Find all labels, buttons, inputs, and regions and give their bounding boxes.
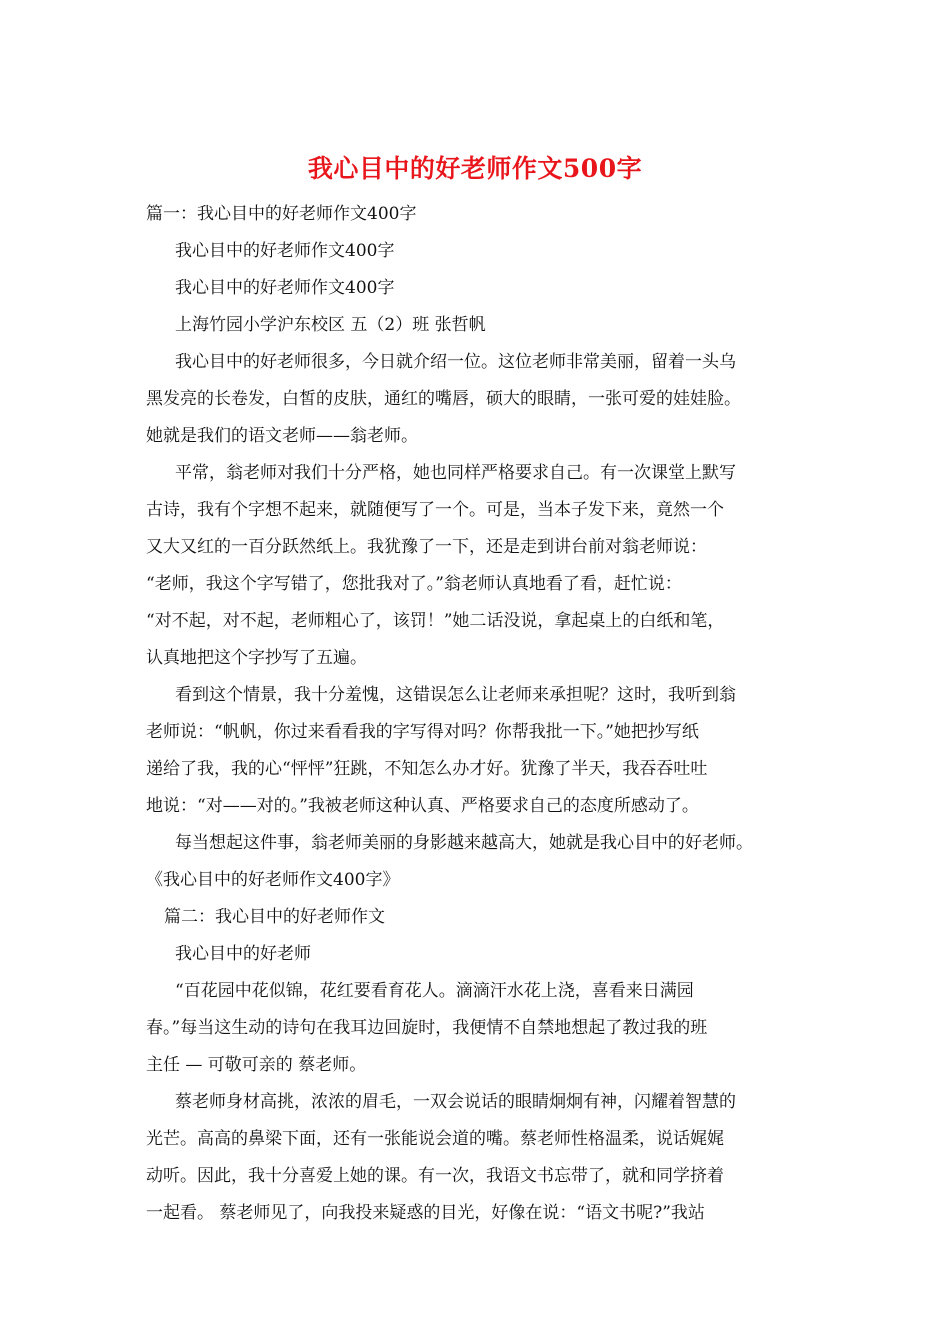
text-line: “老师，我这个字写错了，您批我对了。”翁老师认真地看了看，赶忙说： [146, 574, 682, 594]
text-line: 老师说：“帆帆，你过来看看我的字写得对吗？你帮我批一下。”她把抄写纸 [146, 722, 699, 742]
text-line: 我心目中的好老师很多，今日就介绍一位。这位老师非常美丽，留着一头乌 [175, 352, 736, 372]
text-line: “百花园中花似锦，花红要看育花人。滴滴汗水花上浇，喜看来日满园 [175, 981, 694, 1001]
text-line: 看到这个情景，我十分羞愧，这错误怎么让老师来承担呢？这时，我听到翁 [175, 685, 736, 705]
document-title: 我心目中的好老师作文500字 [307, 154, 643, 183]
text-line: 又大又红的一百分跃然纸上。我犹豫了一下，还是走到讲台前对翁老师说： [146, 537, 707, 557]
text-line: 认真地把这个字抄写了五遍。 [146, 648, 367, 668]
document-body [146, 196, 826, 1232]
text-line: 光芒。高高的鼻梁下面，还有一张能说会道的嘴。蔡老师性格温柔，说话娓娓 [146, 1129, 724, 1149]
text-line: 我心目中的好老师作文400字 [175, 278, 395, 298]
text-line: 平常，翁老师对我们十分严格，她也同样严格要求自己。有一次课堂上默写 [175, 463, 736, 483]
text-line: 《我心目中的好老师作文400字》 [146, 870, 400, 890]
text-line: 动听。因此，我十分喜爱上她的课。有一次，我语文书忘带了，就和同学挤着 [146, 1166, 724, 1186]
text-line: 地说：“对——对的。”我被老师这种认真、严格要求自己的态度所感动了。 [146, 796, 699, 816]
text-line: “对不起，对不起，老师粗心了，该罚！”她二话没说，拿起桌上的白纸和笔， [146, 611, 725, 631]
text-line: 篇一：我心目中的好老师作文400字 [146, 204, 417, 224]
text-line: 古诗，我有个字想不起来，就随便写了一个。可是，当本子发下来，竟然一个 [146, 500, 724, 520]
text-line: 一起看。 蔡老师见了，向我投来疑惑的目光，好像在说：“语文书呢?”我站 [146, 1203, 705, 1223]
text-line: 蔡老师身材高挑，浓浓的眉毛，一双会说话的眼睛炯炯有神，闪耀着智慧的 [175, 1092, 736, 1112]
text-line: 我心目中的好老师 [175, 944, 311, 964]
text-line: 主任 — 可敬可亲的 蔡老师。 [146, 1055, 367, 1075]
text-line: 每当想起这件事，翁老师美丽的身影越来越高大，她就是我心目中的好老师。 [175, 833, 753, 853]
text-line: 递给了我，我的心“怦怦”狂跳，不知怎么办才好。犹豫了半天，我吞吞吐吐 [146, 759, 708, 779]
text-line: 她就是我们的语文老师——翁老师。 [146, 426, 418, 446]
text-line: 黑发亮的长卷发，白皙的皮肤，通红的嘴唇，硕大的眼睛，一张可爱的娃娃脸。 [146, 389, 741, 409]
text-line: 我心目中的好老师作文400字 [175, 241, 395, 261]
text-line: 春。”每当这生动的诗句在我耳边回旋时，我便情不自禁地想起了教过我的班 [146, 1018, 708, 1038]
text-line: 篇二：我心目中的好老师作文 [164, 907, 385, 927]
text-line: 上海竹园小学沪东校区 五（2）班 张哲帆 [175, 315, 486, 335]
